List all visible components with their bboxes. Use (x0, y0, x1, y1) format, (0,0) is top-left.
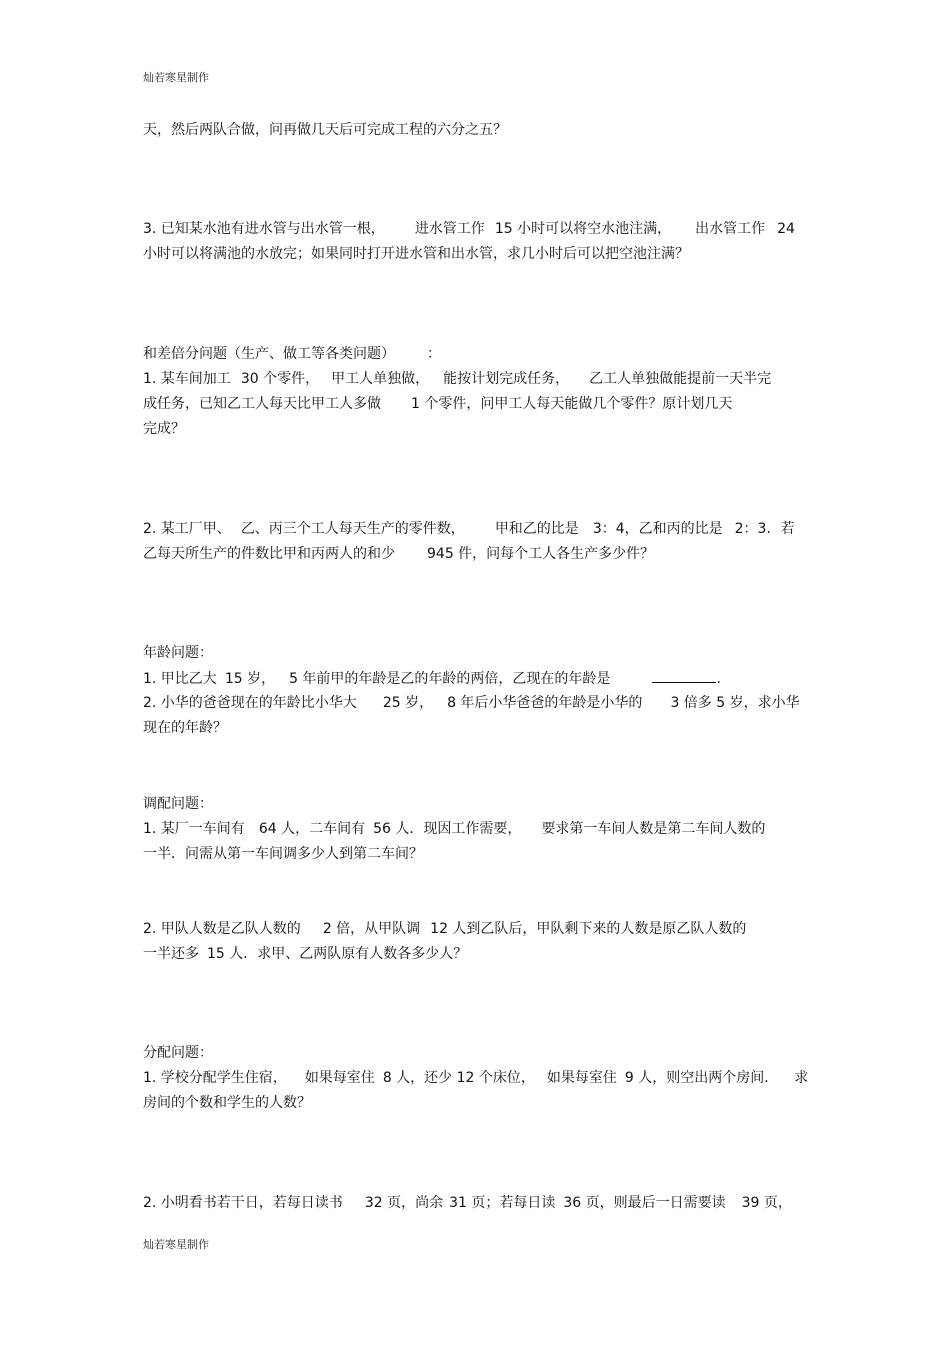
transfer-problem-1-line-2: 一半．问需从第一车间调多少人到第二车间？ (143, 846, 423, 862)
problem-3-line-1: 3. 已知某水池有进水管与出水管一根， 进水管工作 15 小时可以将空水池注满， 出水管工作 24 (143, 221, 795, 237)
problem-1-line-3: 完成？ (143, 421, 185, 437)
age-problem-2-line-1: 2. 小华的爸爸现在的年龄比小华大 25 岁， 8 年后小华爸爸的年龄是小华的 3 倍多 5 岁，求小华 (143, 695, 800, 711)
page-header: 灿若寒星制作 (143, 71, 209, 84)
distribution-problem-1-line-1: 1. 学校分配学生住宿， 如果每室住 8 人，还少 12 个床位， 如果每室住 9 人，则空出两个房间． 求 (143, 1070, 809, 1086)
problem-2-line-2: 乙每天所生产的件数比甲和丙两人的和少 945 件，问每个工人各生产多少件？ (143, 546, 655, 562)
section-heading-sum-diff: 和差倍分问题（生产、做工等各类问题） ： (143, 346, 441, 362)
age-problem-1: 1. 甲比乙大 15 岁， 5 年前甲的年龄是乙的年龄的两倍，乙现在的年龄是 . (143, 671, 721, 687)
distribution-problem-2-line-1: 2. 小明看书若干日，若每日读书 32 页，尚余 31 页；若每日读 36 页，则最后一日需要读 39 页， (143, 1195, 792, 1211)
problem-3-line-2: 小时可以将满池的水放完；如果同时打开进水管和出水管，求几小时后可以把空池注满？ (143, 246, 689, 262)
page-footer: 灿若寒星制作 (143, 1238, 209, 1251)
section-heading-distribution: 分配问题： (143, 1045, 213, 1061)
problem-2-line-1: 2. 某工厂甲、 乙、丙三个工人每天生产的零件数， 甲和乙的比是 3：4，乙和丙的比是 2：3．若 (143, 521, 795, 537)
transfer-problem-2-line-1: 2. 甲队人数是乙队人数的 2 倍，从甲队调 12 人到乙队后，甲队剩下来的人数是原乙队人数的 (143, 921, 747, 937)
problem-1-line-1: 1. 某车间加工 30 个零件， 甲工人单独做， 能按计划完成任务， 乙工人单独做能提前一天半完 (143, 371, 772, 387)
age-problem-2-line-2: 现在的年龄？ (143, 720, 227, 736)
section-heading-transfer: 调配问题： (143, 796, 213, 812)
text-line: 天，然后两队合做，问再做几天后可完成工程的六分之五？ (143, 122, 507, 138)
distribution-problem-1-line-2: 房间的个数和学生的人数？ (143, 1095, 311, 1111)
transfer-problem-1-line-1: 1. 某厂一车间有 64 人，二车间有 56 人．现因工作需要， 要求第一车间人数是第二车间人数的 (143, 821, 766, 837)
section-heading-age: 年龄问题： (143, 645, 213, 661)
transfer-problem-2-line-2: 一半还多 15 人．求甲、乙两队原有人数各多少人？ (143, 946, 468, 962)
answer-blank (652, 669, 716, 683)
problem-1-line-2: 成任务，已知乙工人每天比甲工人多做 1 个零件，问甲工人每天能做几个零件？原计划几天 (143, 396, 733, 412)
